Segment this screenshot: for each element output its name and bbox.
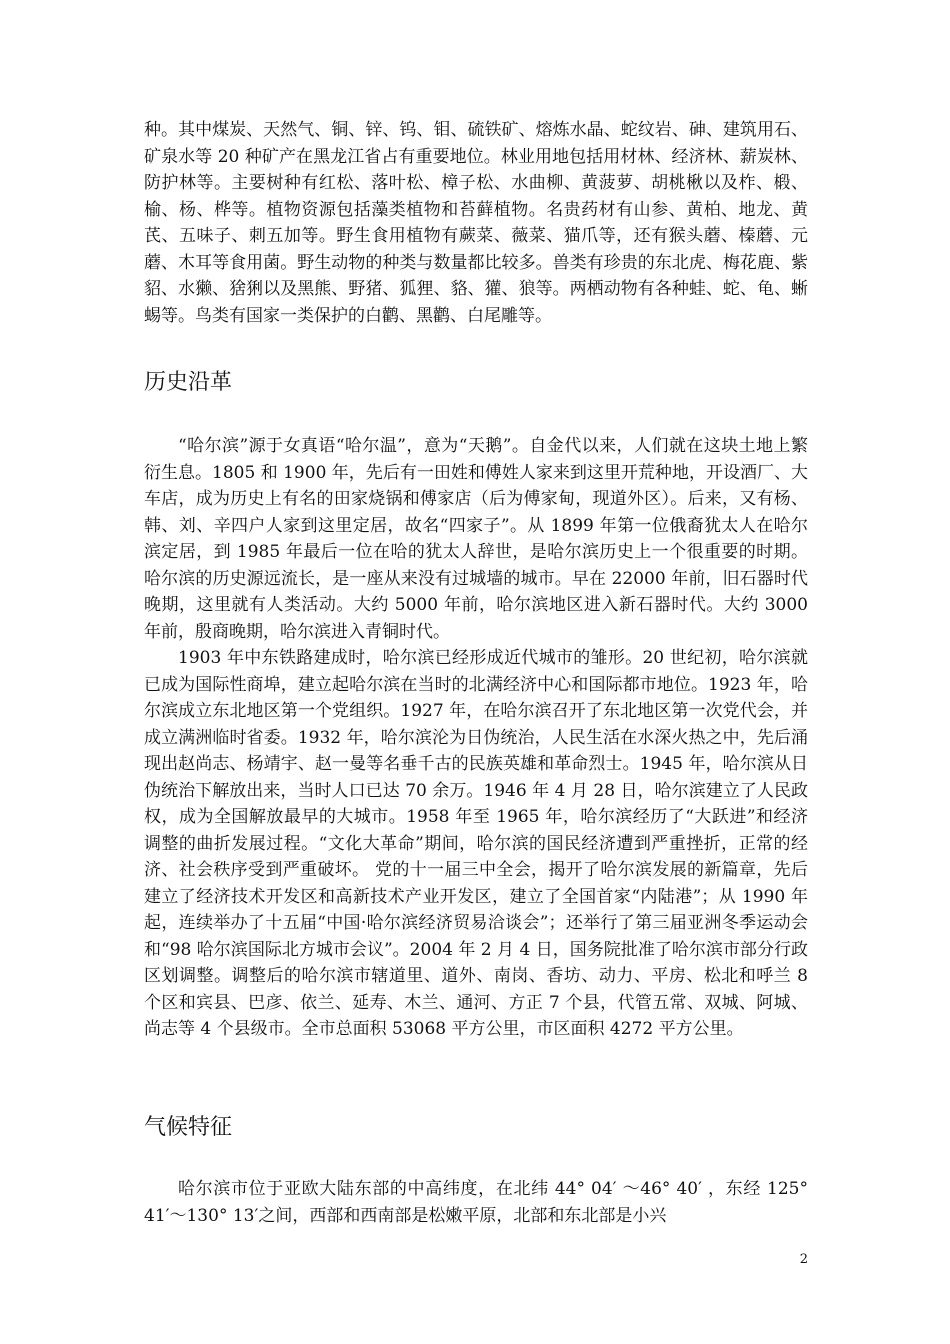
climate-paragraph: 哈尔滨市位于亚欧大陆东部的中高纬度，在北纬 44° 04′ ～46° 40′ ，东经 125° 41′～130° 13′之间，西部和西南部是松嫩平原，北部和东北部是小兴 [144,1179,808,1226]
section-heading-climate: 气候特征 [144,1115,233,1140]
resources-paragraph-block [144,117,808,329]
section-heading-history: 历史沿革 [144,370,233,395]
history-paragraph-1: “哈尔滨”源于女真语“哈尔温”，意为“天鹅”。自金代以来，人们就在这块土地上繁衍生息。1805 和 1900 年，先后有一田姓和傅姓人家来到这里开荒种地，开设酒厂、大车店，成为历史上有名的田家烧锅和傅家店（后为傅家甸，现道外区）。后来，又有杨、韩、刘、辛四户人家到这里定居，故名“四家子”。从 1899 年第一位俄裔犹太人在哈尔滨定居，到 1985 年最后一位在哈的犹太人辞世，是哈尔滨历史上一个很重要的时期。哈尔滨的历史源远流长，是一座从来没有过城墙的城市。早在 22000 年前，旧石器时代晚期，这里就有人类活动。大约 5000 年前，哈尔滨地区进入新石器时代。大约 3000 年前，殷商晚期，哈尔滨进入青铜时代。 [144,436,808,642]
climate-section-body [144,1176,808,1229]
history-paragraph-2: 1903 年中东铁路建成时，哈尔滨已经形成近代城市的雏形。20 世纪初，哈尔滨就已成为国际性商埠，建立起哈尔滨在当时的北满经济中心和国际都市地位。1923 年，哈尔滨成立东北地区第一个党组织。1927 年，在哈尔滨召开了东北地区第一次党代会，并成立满洲临时省委。1932 年，哈尔滨沦为日伪统治，人民生活在水深火热之中，先后涌现出赵尚志、杨靖宇、赵一曼等名垂千古的民族英雄和革命烈士。1945 年，哈尔滨从日伪统治下解放出来，当时人口已达 70 余万。1946 年 4 月 28 日，哈尔滨建立了人民政权，成为全国解放最早的大城市。1958 年至 1965 年，哈尔滨经历了“大跃进”和经济调整的曲折发展过程。“文化大革命”期间，哈尔滨的国民经济遭到严重挫折，正常的经济、社会秩序受到严重破坏。 党的十一届三中全会，揭开了哈尔滨发展的新篇章，先后建立了经济技术开发区和高新技术产业开发区，建立了全国首家“内陆港”；从 1990 年起，连续举办了十五届“中国·哈尔滨经济贸易洽谈会”；还举行了第三届亚洲冬季运动会和“98 哈尔滨国际北方城市会议”。2004 年 2 月 4 日，国务院批准了哈尔滨市部分行政区划调整。调整后的哈尔滨市辖道里、道外、南岗、香坊、动力、平房、松北和呼兰 8 个区和宾县、巴彦、依兰、延寿、木兰、通河、方正 7 个县，代管五常、双城、阿城、尚志等 4 个县级市。全市总面积 53068 平方公里，市区面积 4272 平方公里。 [144,648,808,1039]
history-section-body [144,433,808,1043]
resources-paragraph: 种。其中煤炭、天然气、铜、锌、钨、钼、硫铁矿、熔炼水晶、蛇纹岩、砷、建筑用石、矿泉水等 20 种矿产在黑龙江省占有重要地位。林业用地包括用材林、经济林、薪炭林、防护林等。主要树种有红松、落叶松、樟子松、水曲柳、黄菠萝、胡桃楸以及柞、椴、榆、杨、桦等。植物资源包括藻类植物和苔藓植物。名贵药材有山参、黄柏、地龙、黄芪、五味子、刺五加等。野生食用植物有蕨菜、薇菜、猫爪等，还有猴头蘑、榛蘑、元蘑、木耳等食用菌。野生动物的种类与数量都比较多。兽类有珍贵的东北虎、梅花鹿、紫貂、水獭、猞猁以及黑熊、野猪、狐狸、貉、獾、狼等。两栖动物有各种蛙、蛇、龟、蜥蜴等。鸟类有国家一类保护的白鹳、黑鹳、白尾雕等。 [144,120,808,326]
page-number: 2 [799,1252,808,1267]
